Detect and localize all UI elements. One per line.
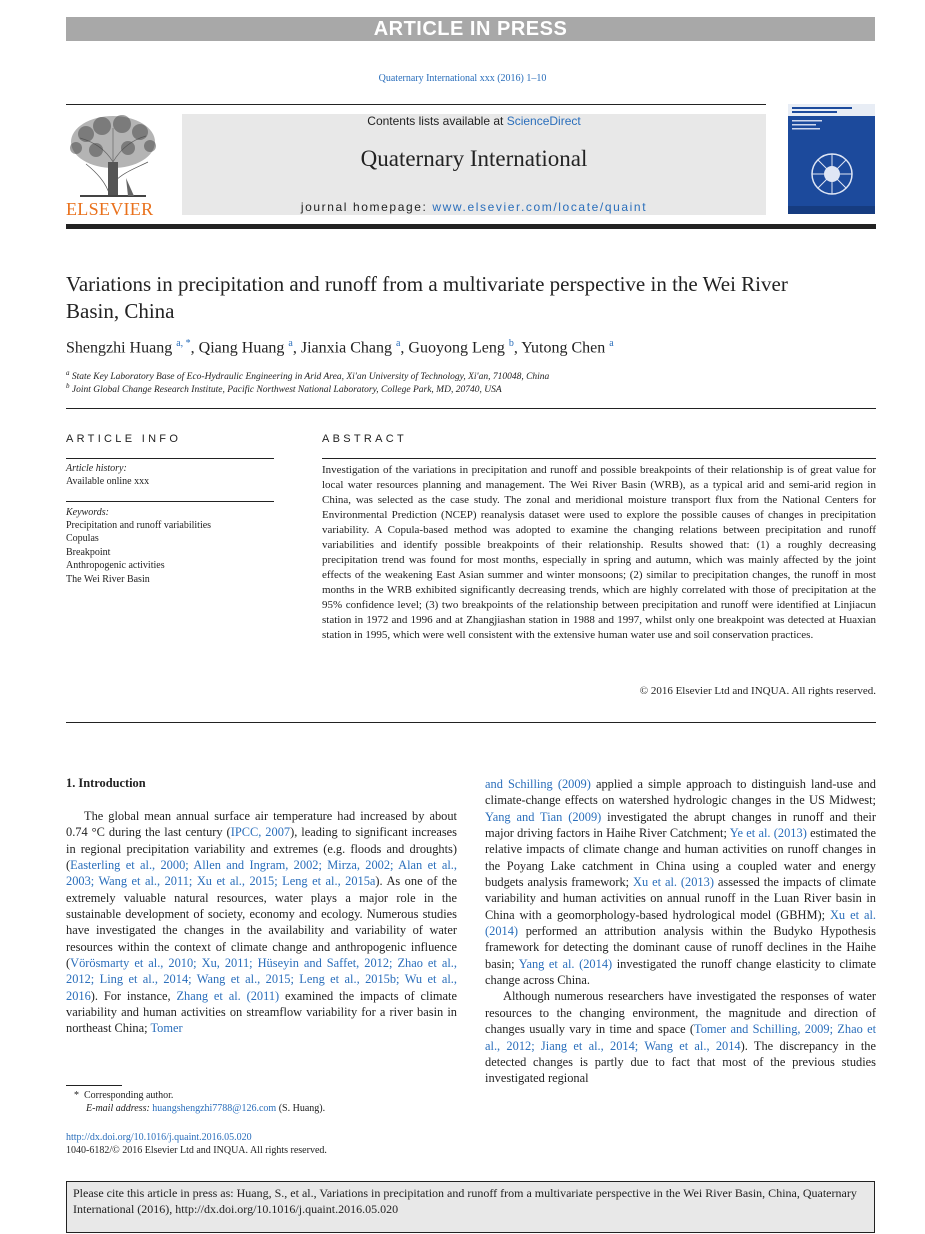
- contents-line: [182, 114, 766, 128]
- corresponding-label: Corresponding author.: [84, 1090, 174, 1101]
- journal-citation-line[interactable]: Quaternary International xxx (2016) 1–10: [378, 73, 547, 84]
- corresponding-author-note: [74, 1090, 173, 1101]
- abstract-text: Investigation of the variations in precipitation and runoff and possible breakpoints of their relationship is of great value for local water resources planning and management. The Wei River Basin (WRB), as a typical arid and semi-arid region in China, was selected as the case study. The zonal and meridional moisture transport flux from the National Centers for Environmental Prediction (NCEP) reanalysis dataset were used to explore the possible causes of changes in precipitation variability. A Copula-based method was adopted to examine the changing relations between precipitation and runoff variabilities and identify possible breakpoints of their relationship. Results showed that: (1) a roughly decreasing precipitation trend was found for most months, especially in spring and autumn, which was mainly affected by the joint effects of the weakening East Asian summer and winter monsoons; (2) similar to precipitation changes, the runoff in most months in the WRB exhibited significantly decreasing trends, which are highly correlated with those of precipitation at the 95% confidence level; (3) two breakpoints of the relationship between precipitation and runoff were identified at Linjiacun station in 1972 and 1996 and at Zhangjiashan station in 1988 and 1997, whilst only one breakpoint was detected at Huaxian station in 1995, which were well consistent with the extensive human water use and soil conservation practices.: [322, 464, 876, 641]
- keyword: Breakpoint: [66, 546, 111, 558]
- journal-cover-icon[interactable]: [788, 104, 875, 214]
- intro-column-right: [485, 776, 876, 1087]
- article-in-press-banner: ARTICLE IN PRESS: [66, 17, 875, 41]
- affiliation: [66, 369, 549, 382]
- text-run: ). As one of the extremely valuable natural resources, water plays a major role in the sustainable development of society, economy and ecology. Numerous studies have investigated the changes in the availability and variability of water resources within the context of climate change and anthropogenic influence (: [66, 874, 457, 971]
- text-run: investigated the abrupt changes in runoff and their major driving factors in Haihe River Catchment;: [485, 809, 876, 841]
- citation-link[interactable]: Xu et al. (2013): [633, 875, 714, 890]
- keyword: Anthropogenic activities: [66, 560, 165, 572]
- text-run: applied a simple approach to distinguish land-use and climate-change effects on watershed hydrologic changes in the US Midwest;: [485, 777, 876, 808]
- text-run: examined the impacts of climate variability and human activities on streamflow variability for a river basin in northeast China;: [66, 988, 457, 1036]
- journal-name[interactable]: Quaternary International: [360, 146, 588, 171]
- sciencedirect-link[interactable]: ScienceDirect: [506, 114, 581, 128]
- affiliation: [66, 382, 502, 395]
- homepage-link[interactable]: www.elsevier.com/locate/quaint: [432, 200, 648, 214]
- text-run: performed an attribution analysis within the Budyko Hypothesis framework for detecting the dominant cause of runoff declines in the Haihe basin;: [485, 924, 876, 971]
- header-thick-rule: [66, 224, 876, 229]
- keywords-label: Keywords:: [66, 507, 109, 518]
- author-list: Shengzhi Huang $^{a, *}$, Qiang Huang $^a$, Jianxia Chang $^a$, Guoyong Leng $^b$, Yutong Chen $^a$: [66, 338, 614, 357]
- author-affiliation-mark[interactable]: a: [288, 338, 293, 349]
- affiliation-text: State Key Laboratory Base of Eco-Hydraulic Engineering in Arid Area, Xi'an University of Technology, Xi'an, 710048, China: [71, 372, 550, 383]
- keyword: The Wei River Basin: [66, 573, 150, 585]
- citation-link[interactable]: Ye et al. (2013): [729, 826, 807, 841]
- author-name[interactable]: Guoyong Leng: [408, 339, 505, 357]
- email-label: E-mail address:: [86, 1103, 153, 1114]
- citation-link[interactable]: IPCC, 2007: [230, 825, 291, 840]
- intro-paragraph-1: [66, 808, 457, 1037]
- author-name[interactable]: Shengzhi Huang: [66, 339, 173, 357]
- article-title: Variations in precipitation and runoff from a multivariate perspective in the Wei River Basin, China: [66, 272, 788, 323]
- footnote-rule: [66, 1085, 122, 1086]
- author-affiliation-mark[interactable]: a: [609, 338, 614, 349]
- elsevier-wordmark[interactable]: ELSEVIER: [66, 199, 154, 219]
- text-run: ). For instance,: [90, 988, 177, 1003]
- intro-column-left: [66, 808, 457, 1037]
- contents-prefix: Contents lists available at: [367, 114, 507, 128]
- text-run: assessed the impacts of climate variability and human activities on annual runoff in the Luan River basin in China with a geomorphology-based hydrological model (GBHM);: [485, 875, 876, 922]
- citation-link[interactable]: and Schilling (2009): [485, 777, 591, 791]
- author-affiliation-mark[interactable]: b: [508, 338, 514, 349]
- keywords-rule: [66, 501, 274, 502]
- text-run: investigated the runoff change elasticity to climate change across China.: [485, 956, 876, 988]
- affiliation-text: Joint Global Change Research Institute, Pacific Northwest National Laboratory, College Park, MD, 20740, USA: [71, 385, 502, 396]
- citation-link[interactable]: Easterling et al., 2000; Allen and Ingram, 2002; Mirza, 2002; Alan et al., 2003; Wang et al., 2011; Xu et al., 2015; Leng et al., 2015a: [66, 858, 457, 889]
- history-label: Article history:: [66, 463, 127, 474]
- email-link[interactable]: huangshengzhi7788@126.com: [152, 1103, 277, 1114]
- header-top-rule: [66, 104, 766, 105]
- footnote-star: *: [74, 1090, 79, 1101]
- issn-copyright: 1040-6182/© 2016 Elsevier Ltd and INQUA. All rights reserved.: [66, 1145, 327, 1156]
- author-name[interactable]: Jianxia Chang: [300, 339, 392, 357]
- affiliation-mark: a: [66, 369, 70, 377]
- text-run: Although numerous researchers have investigated the responses of water resources to the changing environment, the magnitude and direction of changes usually vary in time and space (: [485, 989, 876, 1037]
- article-info-heading: ARTICLE INFO: [66, 433, 182, 445]
- citation-link[interactable]: Tomer and Schilling, 2009; Zhao et al., 2012; Jiang et al., 2014; Wang et al., 2014: [485, 1022, 877, 1053]
- author-name[interactable]: Yutong Chen: [521, 339, 606, 357]
- history-value: Available online xxx: [66, 476, 150, 487]
- introduction-heading: 1. Introduction: [66, 776, 146, 790]
- email-suffix: (S. Huang).: [276, 1103, 326, 1114]
- doi-link[interactable]: http://dx.doi.org/10.1016/j.quaint.2016.05.020: [66, 1132, 252, 1143]
- homepage-prefix: journal homepage:: [300, 200, 433, 214]
- text-run: ), leading to significant increases in regional precipitation variability and extremes (e.g. floods and droughts) (: [66, 825, 458, 873]
- intro-paragraph-1-continued: [485, 776, 876, 988]
- author-affiliation-mark[interactable]: a: [395, 338, 401, 349]
- abstract-copyright: © 2016 Elsevier Ltd and INQUA. All rights reserved.: [639, 685, 876, 697]
- intro-paragraph-2: [485, 988, 876, 1086]
- citation-link[interactable]: Vörösmarty et al., 2010; Xu, 2011; Hüseyin and Saffet, 2012; Zhao et al., 2012; Ling et al., 2014; Wang et al., 2015; Leng et al., 2015b; Wu et al., 2016: [66, 956, 457, 1003]
- author-name[interactable]: Qiang Huang: [198, 339, 285, 357]
- citation-link[interactable]: Yang et al. (2014): [518, 956, 613, 971]
- abstract-rule: [322, 458, 876, 459]
- citation-link[interactable]: Tomer: [150, 1021, 183, 1036]
- cite-box-text: Please cite this article in press as: Huang, S., et al., Variations in precipitation and runoff from a multivariate perspective in the Wei River Basin, China, Quaternary International (2016), http://dx.doi.org/10.1016/j.quaint.2016.05.020: [73, 1186, 857, 1216]
- email-line: [86, 1103, 325, 1114]
- citation-link[interactable]: Xu et al. (2014): [485, 907, 876, 939]
- author-affiliation-mark[interactable]: a, *: [176, 338, 191, 349]
- citation-link[interactable]: Yang and Tian (2009): [485, 809, 602, 824]
- journal-homepage: [182, 200, 766, 214]
- text-run: The global mean annual surface air temperature had increased by about 0.74 °C during the last century (: [66, 809, 457, 840]
- affiliation-mark: b: [66, 382, 70, 390]
- keyword: Copulas: [66, 533, 99, 545]
- abstract-heading: ABSTRACT: [322, 433, 408, 445]
- text-run: ). The discrepancy in the detected changes is partly due to fact that most of the previous studies investigated regional: [485, 1038, 876, 1086]
- abstract-bottom-rule: [66, 722, 876, 723]
- article-info-rule: [66, 458, 274, 459]
- text-run: estimated the relative impacts of climate change and human activities on runoff changes in the Poyang Lake catchment in China using a coupled water and energy budgets analysis framework;: [485, 826, 877, 890]
- keywords-list: [66, 519, 211, 586]
- citation-link[interactable]: Zhang et al. (2011): [176, 988, 280, 1003]
- title-block-rule: [66, 408, 876, 409]
- keyword: Precipitation and runoff variabilities: [66, 520, 212, 531]
